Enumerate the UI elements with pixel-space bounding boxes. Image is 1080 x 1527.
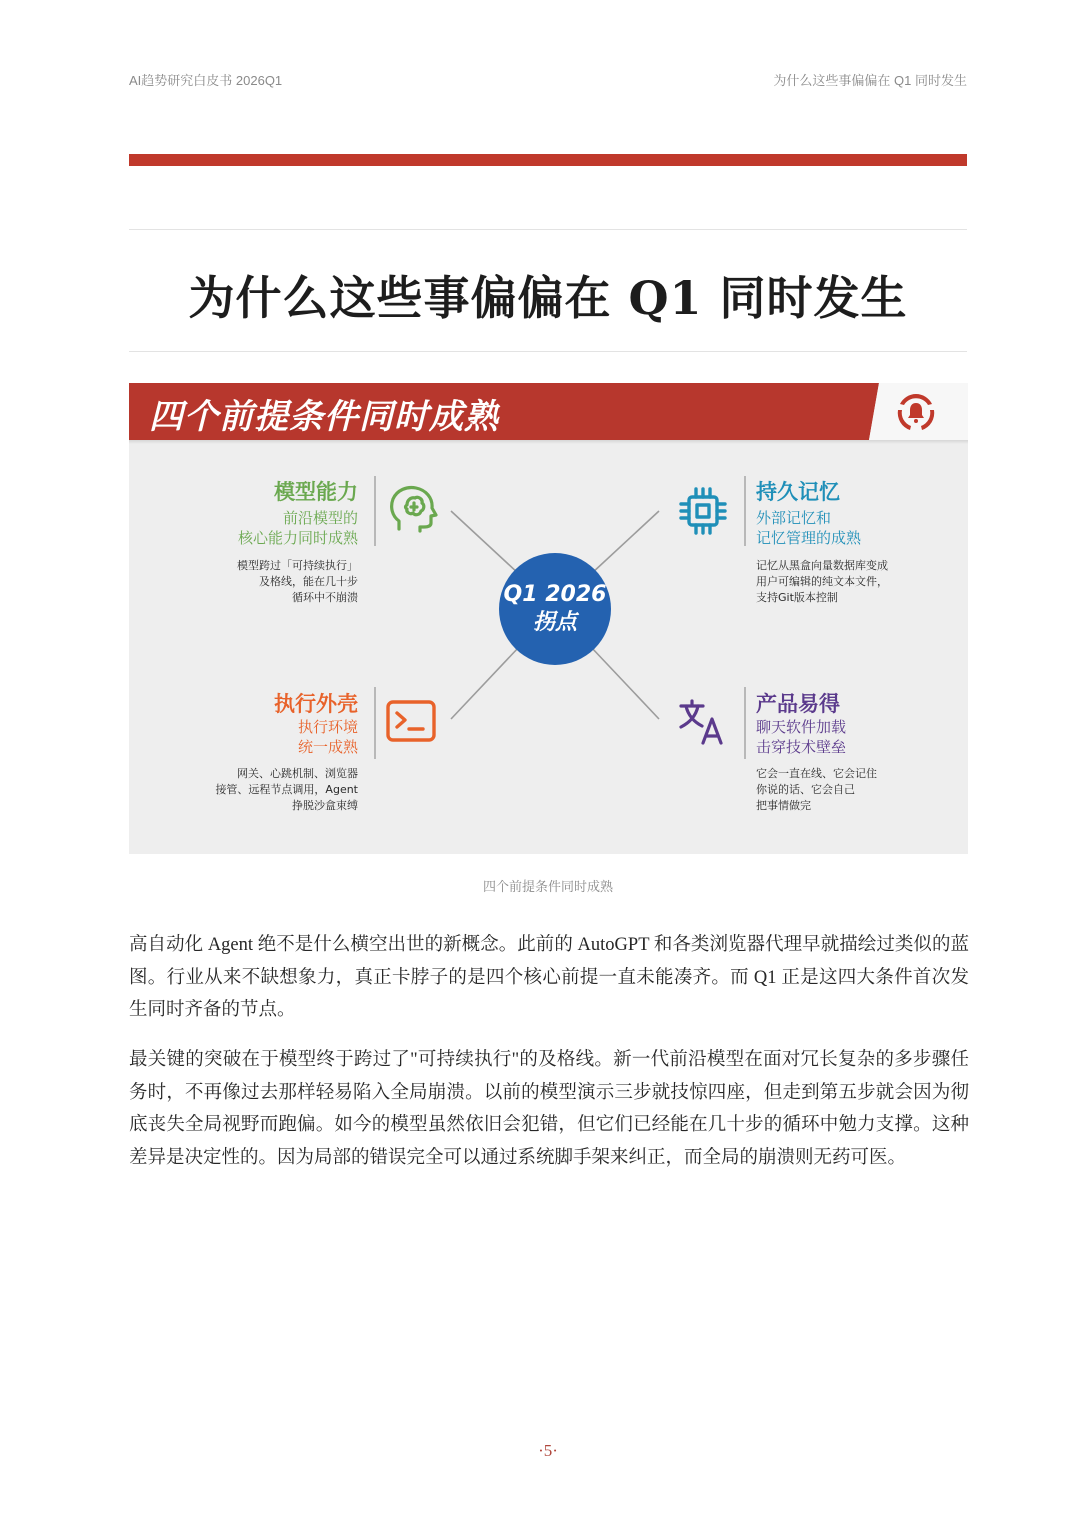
quadrant-memory-desc-line: 支持Git版本控制 (756, 591, 838, 604)
quadrant-model-title: 模型能力 (274, 480, 358, 504)
header-right-text: 为什么这些事偏偏在 Q1 同时发生 (773, 73, 967, 88)
quadrant-shell-title: 执行外壳 (274, 692, 358, 716)
quadrant-product-title: 产品易得 (756, 692, 840, 716)
quadrant-model-desc-line: 循环中不崩溃 (292, 591, 358, 604)
body-paragraph-2: 最关键的突破在于模型终于跨过了"可持续执行"的及格线。新一代前沿模型在面对冗长复杂的多步骤任务时，不再像过去那样轻易陷入全局崩溃。以前的模型演示三步就技惊四座，但走到第五步就会因为彻底丧失全局视野而跑偏。如今的模型虽然依旧会犯错，但它们已经能在几十步的循环中勉力支撑。这种差异是决定性的。因为局部的错误完全可以通过系统脚手架来纠正，而全局的崩溃则无药可医。 (129, 1050, 969, 1168)
quadrant-memory-desc (756, 558, 888, 606)
quadrant-memory-divider (744, 476, 746, 546)
quadrant-shell-desc-line: 接管、远程节点调用，Agent (215, 783, 358, 796)
quadrant-model-divider (374, 476, 376, 546)
quadrant-product-desc (756, 766, 877, 814)
quadrant-shell-desc-line: 网关、心跳机制、浏览器 (237, 767, 358, 780)
quadrant-shell-desc-line: 挣脱沙盒束缚 (292, 799, 358, 812)
title-bottom-divider (129, 351, 967, 352)
quadrant-model-desc-line: 模型跨过「可持续执行」 (237, 559, 358, 572)
figure-banner-title: 四个前提条件同时成熟 (149, 397, 499, 437)
quadrant-shell-divider (374, 687, 376, 759)
hub-line2: 拐点 (532, 610, 577, 635)
quadrant-shell-desc (215, 766, 358, 814)
quadrant-shell-subtitle-line: 执行环境 (297, 718, 358, 736)
quadrant-model-subtitle-line: 核心能力同时成熟 (237, 529, 358, 547)
quadrant-product-divider (744, 687, 746, 759)
body-paragraph-1: 高自动化 Agent 绝不是什么横空出世的新概念。此前的 AutoGPT 和各类浏览器代理早就描绘过类似的蓝图。行业从来不缺想象力，真正卡脖子的是四个核心前提一直未能凑齐。而 Q1 正是这四大条件首次发生同时齐备的节点。 (129, 935, 969, 1020)
chip-icon (677, 485, 729, 537)
quadrant-memory-subtitle (756, 508, 861, 548)
quadrant-product-subtitle (756, 717, 846, 757)
quadrant-memory-title: 持久记忆 (756, 480, 840, 504)
running-header (129, 70, 967, 90)
quadrant-model-desc-line: 及格线，能在几十步 (259, 575, 358, 588)
quadrant-model-subtitle-line: 前沿模型的 (282, 509, 358, 527)
quadrant-shell-subtitle-line: 统一成熟 (297, 738, 358, 756)
quadrant-product-desc-line: 它会一直在线、它会记住 (756, 767, 877, 780)
translate-icon (677, 697, 727, 747)
title-top-divider (129, 229, 967, 230)
quadrant-product-desc-line: 把事情做完 (756, 799, 811, 812)
quadrant-memory-subtitle-line: 外部记忆和 (756, 509, 832, 527)
page-title: 为什么这些事偏偏在 Q1 同时发生 (188, 271, 908, 325)
quadrant-memory-desc-line: 用户可编辑的纯文本文件， (756, 575, 888, 588)
quadrant-model-subtitle (238, 508, 358, 548)
figure-caption: 四个前提条件同时成熟 (482, 880, 613, 895)
quadrant-product-subtitle-line: 聊天软件加载 (756, 718, 847, 736)
quadrant-product-subtitle-line: 击穿技术壁垒 (756, 738, 847, 756)
accent-rule (129, 154, 967, 166)
brain-head-icon (385, 483, 439, 537)
page-number: ·5· (538, 1441, 558, 1460)
quadrant-memory-subtitle-line: 记忆管理的成熟 (756, 529, 862, 547)
quadrant-shell-subtitle (298, 717, 358, 757)
terminal-icon (385, 699, 437, 743)
header-left-text: AI趋势研究白皮书 2026Q1 (129, 73, 283, 88)
hub-line1: Q1 2026 (503, 582, 607, 607)
hub-circle (499, 553, 611, 665)
quadrant-model-desc (237, 558, 358, 606)
infographic-figure (129, 383, 968, 854)
quadrant-product-desc-line: 你说的话、它会自己 (756, 783, 855, 796)
quadrant-memory-desc-line: 记忆从黑盒向量数据库变成 (756, 559, 888, 572)
